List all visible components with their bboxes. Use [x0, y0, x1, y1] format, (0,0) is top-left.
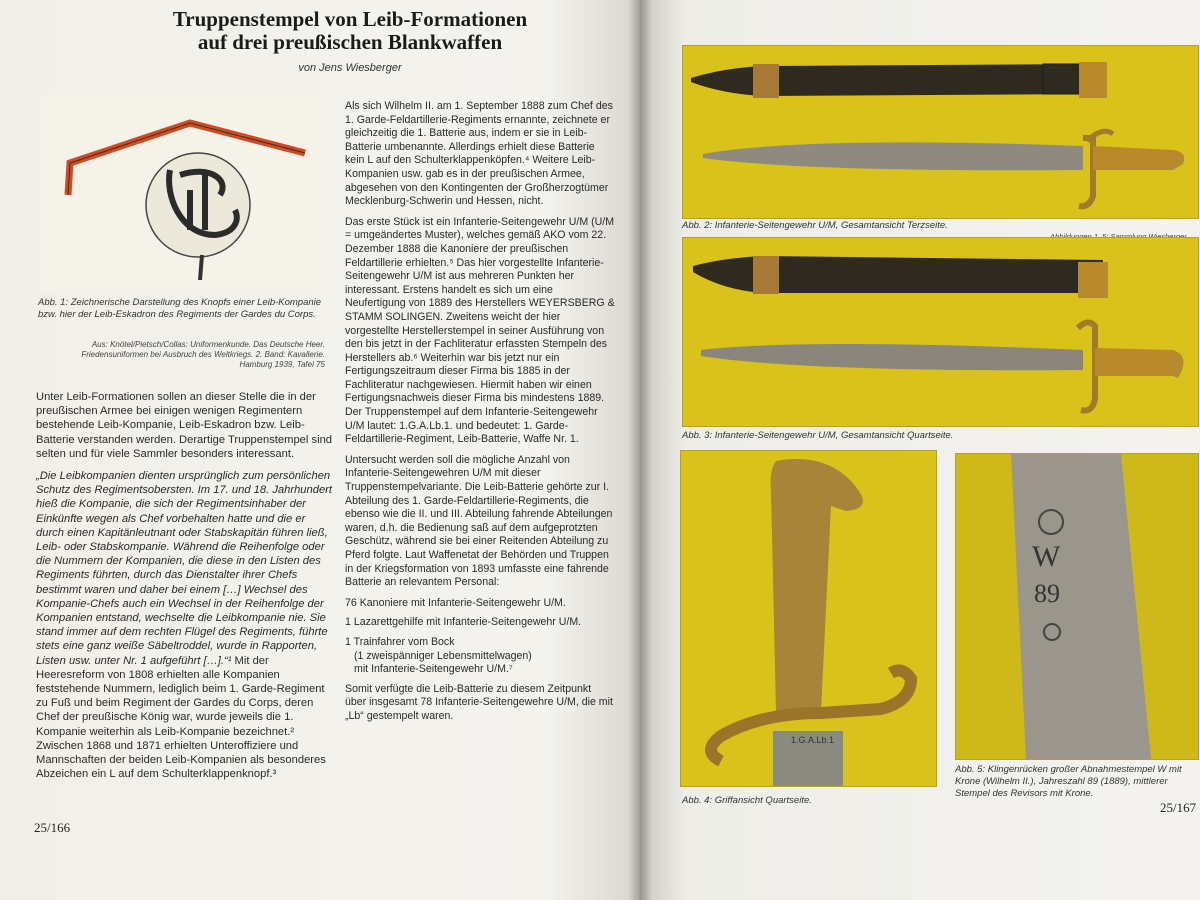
sword-photo-svg [683, 46, 1198, 218]
paragraph [36, 469, 336, 781]
list-item-line: mit Infanterie-Seitengewehr U/M.⁷ [354, 663, 513, 676]
blade [703, 142, 1083, 170]
hilt-stamp: 1.G.A.Lb.1 [791, 735, 835, 745]
stamp-photo-svg [956, 454, 1198, 759]
blade [701, 344, 1083, 370]
scabbard-leather [691, 64, 1103, 96]
scabbard-throat [1078, 262, 1108, 298]
paragraph: Das erste Stück ist ein Infanterie-Seitengewehr U/M (U/M = umgeändertes Muster), welches gemäß AKO vom 22. Dezember 1888 die Kanoniere der preußischen Feldartillerie erhielten.⁵ Das hier vorgestellte Infanterie-Seitengewehr U/M ist aus mehreren Punkten her interessant. Erstens handelt es sich um eine Neufertigung von 1889 des Herstellers WEYERSBERG & STAMM SOLINGEN. Zweitens weicht der hier vorgestellte Herstellerstempel in seiner Ausführung von den bis jetzt in der Fachliteratur erfassten Stempeln des Herstellers ab.⁶ Weiterhin war bis jetzt nur ein Fertigungszeitraum dieser Firma bis 1885 in der Fachliteratur nachgewiesen. Hiermit haben wir einen Fertigungsnachweis dieser Firma bis mindestens 1889. Der Truppenstempel auf dem Infanterie-Seitengewehr U/M lautet: 1.G.A.Lb.1. und bedeutet: 1. Garde-Feldartillerie-Regiment, Leib-Batterie, Waffe Nr. 1. [345, 215, 615, 446]
figure-5-photo [955, 453, 1199, 760]
sword-photo-2-svg [683, 238, 1198, 426]
paragraph: Als sich Wilhelm II. am 1. September 1888 zum Chef des 1. Garde-Feldartillerie-Regiments ernannte, zeichnete er gleichzeitig die 1. Batterie aus, indem er sie in Leib-Batterie umbenannte. Allerdings erhielt diese Batterie kein L auf den Schulterklappenköpfen.⁴ Weitere Leib-Kompanien usw. gab es in der preußischen Armee, abgesehen von den Kontingenten der Großherzogtümer Mecklenburg-Schwerin und Hessen, nicht. [345, 100, 613, 208]
paragraph: Untersucht werden soll die mögliche Anzahl von Infanterie-Seitengewehren U/M mit dieser Truppenstempelvariante. Die Leib-Batterie gehörte zur I. Abteilung des 1. Garde-Feldartillerie-Regiments, die ebenso wie die II. und III. Abteilung fahrende Abteilungen waren, d.h. die Bedienung saß auf dem aufgeprotzten Geschütz, während sie bei einer Reitenden Abteilung zu Pferd folgte. Laut Waffenetat der Behörden und Truppen in der Kriegsformation von 1893 umfasste eine fahrende Batterie an relevantem Personal: [345, 453, 613, 589]
figure-1-button-drawing [40, 95, 325, 290]
figure-2-caption: Abb. 2: Infanterie-Seitengewehr U/M, Gesamtansicht Terzseite. [682, 220, 948, 231]
grip [1095, 348, 1183, 378]
button-shank [200, 255, 202, 280]
list-item: 76 Kanoniere mit Infanterie-Seitengewehr U/M. [345, 596, 566, 609]
left-column-text [36, 390, 336, 789]
figure-3-photo [682, 237, 1199, 427]
figure-3-caption: Abb. 3: Infanterie-Seitengewehr U/M, Gesamtansicht Quartseite. [682, 430, 954, 441]
list-item-line: 1 Trainfahrer vom Bock [345, 635, 455, 648]
article-title [150, 8, 550, 54]
scabbard-mount [753, 256, 779, 294]
page-number-right: 25/167 [1160, 800, 1197, 815]
list-item-line: (1 zweispänniger Lebensmittelwagen) [354, 649, 532, 662]
grip-closeup [771, 459, 863, 711]
title-line-2: auf drei preußischen Blankwaffen [197, 30, 503, 54]
title-line-1: Truppenstempel von Leib-Formationen [172, 7, 528, 31]
list-item [345, 636, 615, 677]
stamp-89: 89 [1034, 579, 1060, 608]
figure-4-caption: Abb. 4: Griffansicht Quartseite. [682, 795, 812, 806]
figure-4-photo [680, 450, 937, 787]
scabbard-throat [1079, 62, 1107, 98]
list-item: 1 Lazarettgehilfe mit Infanterie-Seitengewehr U/M. [345, 616, 582, 629]
figure-5-caption: Abb. 5: Klingenrücken großer Abnahmestempel W mit Krone (Wilhelm II.), Jahreszahl 89 (1889), mittlerer Stempel des Revisors mit Krone. [955, 764, 1182, 799]
quote: „Die Leibkompanien dienten ursprünglich zum persönlichen Schutz des Regimentsobersten. Im 17. und 18. Jahrhundert hieß die Kompanie, die sich der Regimentsinhaber der Einkünfte wegen als Chef vorbehalten hatte und die er durch einen Kapitänleutnant oder Stabskapitän führen ließ, Leib- oder Stabskompanie. Während die Reihenfolge oder die Nummern der Kompanien, die diese in den Listen des Regiments führten, durch das Dienstalter ihrer Chefs bestimmt waren und daher bei einem […] Wechsel des Kompanie-Chefs auch ein Wechsel in der Reihenfolge der Kompanien entstand, wechselte die Leibkompanie nie. Sie stand immer auf dem rechten Flügel des Regiments, führte stets eine ganz weiße Säbeltroddel, wurde in Rapporten, Listen usw. unter Nr. 1 aufgeführt […].“¹ [36, 470, 333, 667]
page-number-left: 25/166 [34, 820, 71, 835]
middle-column-text [345, 100, 615, 731]
stamp-w: W [1032, 540, 1061, 573]
hilt-photo-svg [681, 451, 936, 786]
paragraph: Somit verfügte die Leib-Batterie zu diesem Zeitpunkt über insgesamt 78 Infanterie-Seitengewehre U/M, die mit „Lb“ gestempelt waren. [345, 682, 613, 722]
scabbard-mount [753, 64, 779, 98]
blade-spine [1011, 454, 1151, 759]
figure-1-caption: Abb. 1: Zeichnerische Darstellung des Knopfs einer Leib-Kompanie bzw. hier der Leib-Eskadron des Regiments der Gardes du Corps. [38, 297, 322, 320]
paragraph-rest: Mit der Heeresreform von 1808 erhielten alle Kompanien feststehende Nummern, lediglich beim 1. Garde-Regiment zu Fuß und beim Regiment der Gardes du Corps, deren Chef der preußische König war, wurde jeweils die 1. Kompanie weiterhin als Leib-Kompanie bezeichnet.² Zwischen 1868 und 1871 erhielten Unteroffiziere und Mannschaften der beiden Leib-Kompanien als besonderes Abzeichen ein L auf dem Schulterklappenknopf.³ [36, 654, 326, 781]
figure-1-source: Aus: Knötel/Pietsch/Collas: Uniformenkunde. Das Deutsche Heer. Friedensuniformen bei Ausbruch des Weltkriegs. 2. Band: Kavallerie. Hamburg 1939, Tafel 75 [81, 340, 325, 369]
button-drawing-svg [40, 95, 325, 290]
figure-2-photo [682, 45, 1199, 219]
author-byline: von Jens Wiesberger [298, 62, 402, 74]
grip [1093, 146, 1184, 170]
paragraph: Unter Leib-Formationen sollen an dieser Stelle die in der preußischen Armee bei einigen wenigen Regimentern bestehende Leib-Kompanie, Leib-Eskadron bzw. Leib-Batterie verstanden werden. Derartige Truppenstempel sind selten und für viele Sammler besonders interessant. [36, 391, 333, 460]
